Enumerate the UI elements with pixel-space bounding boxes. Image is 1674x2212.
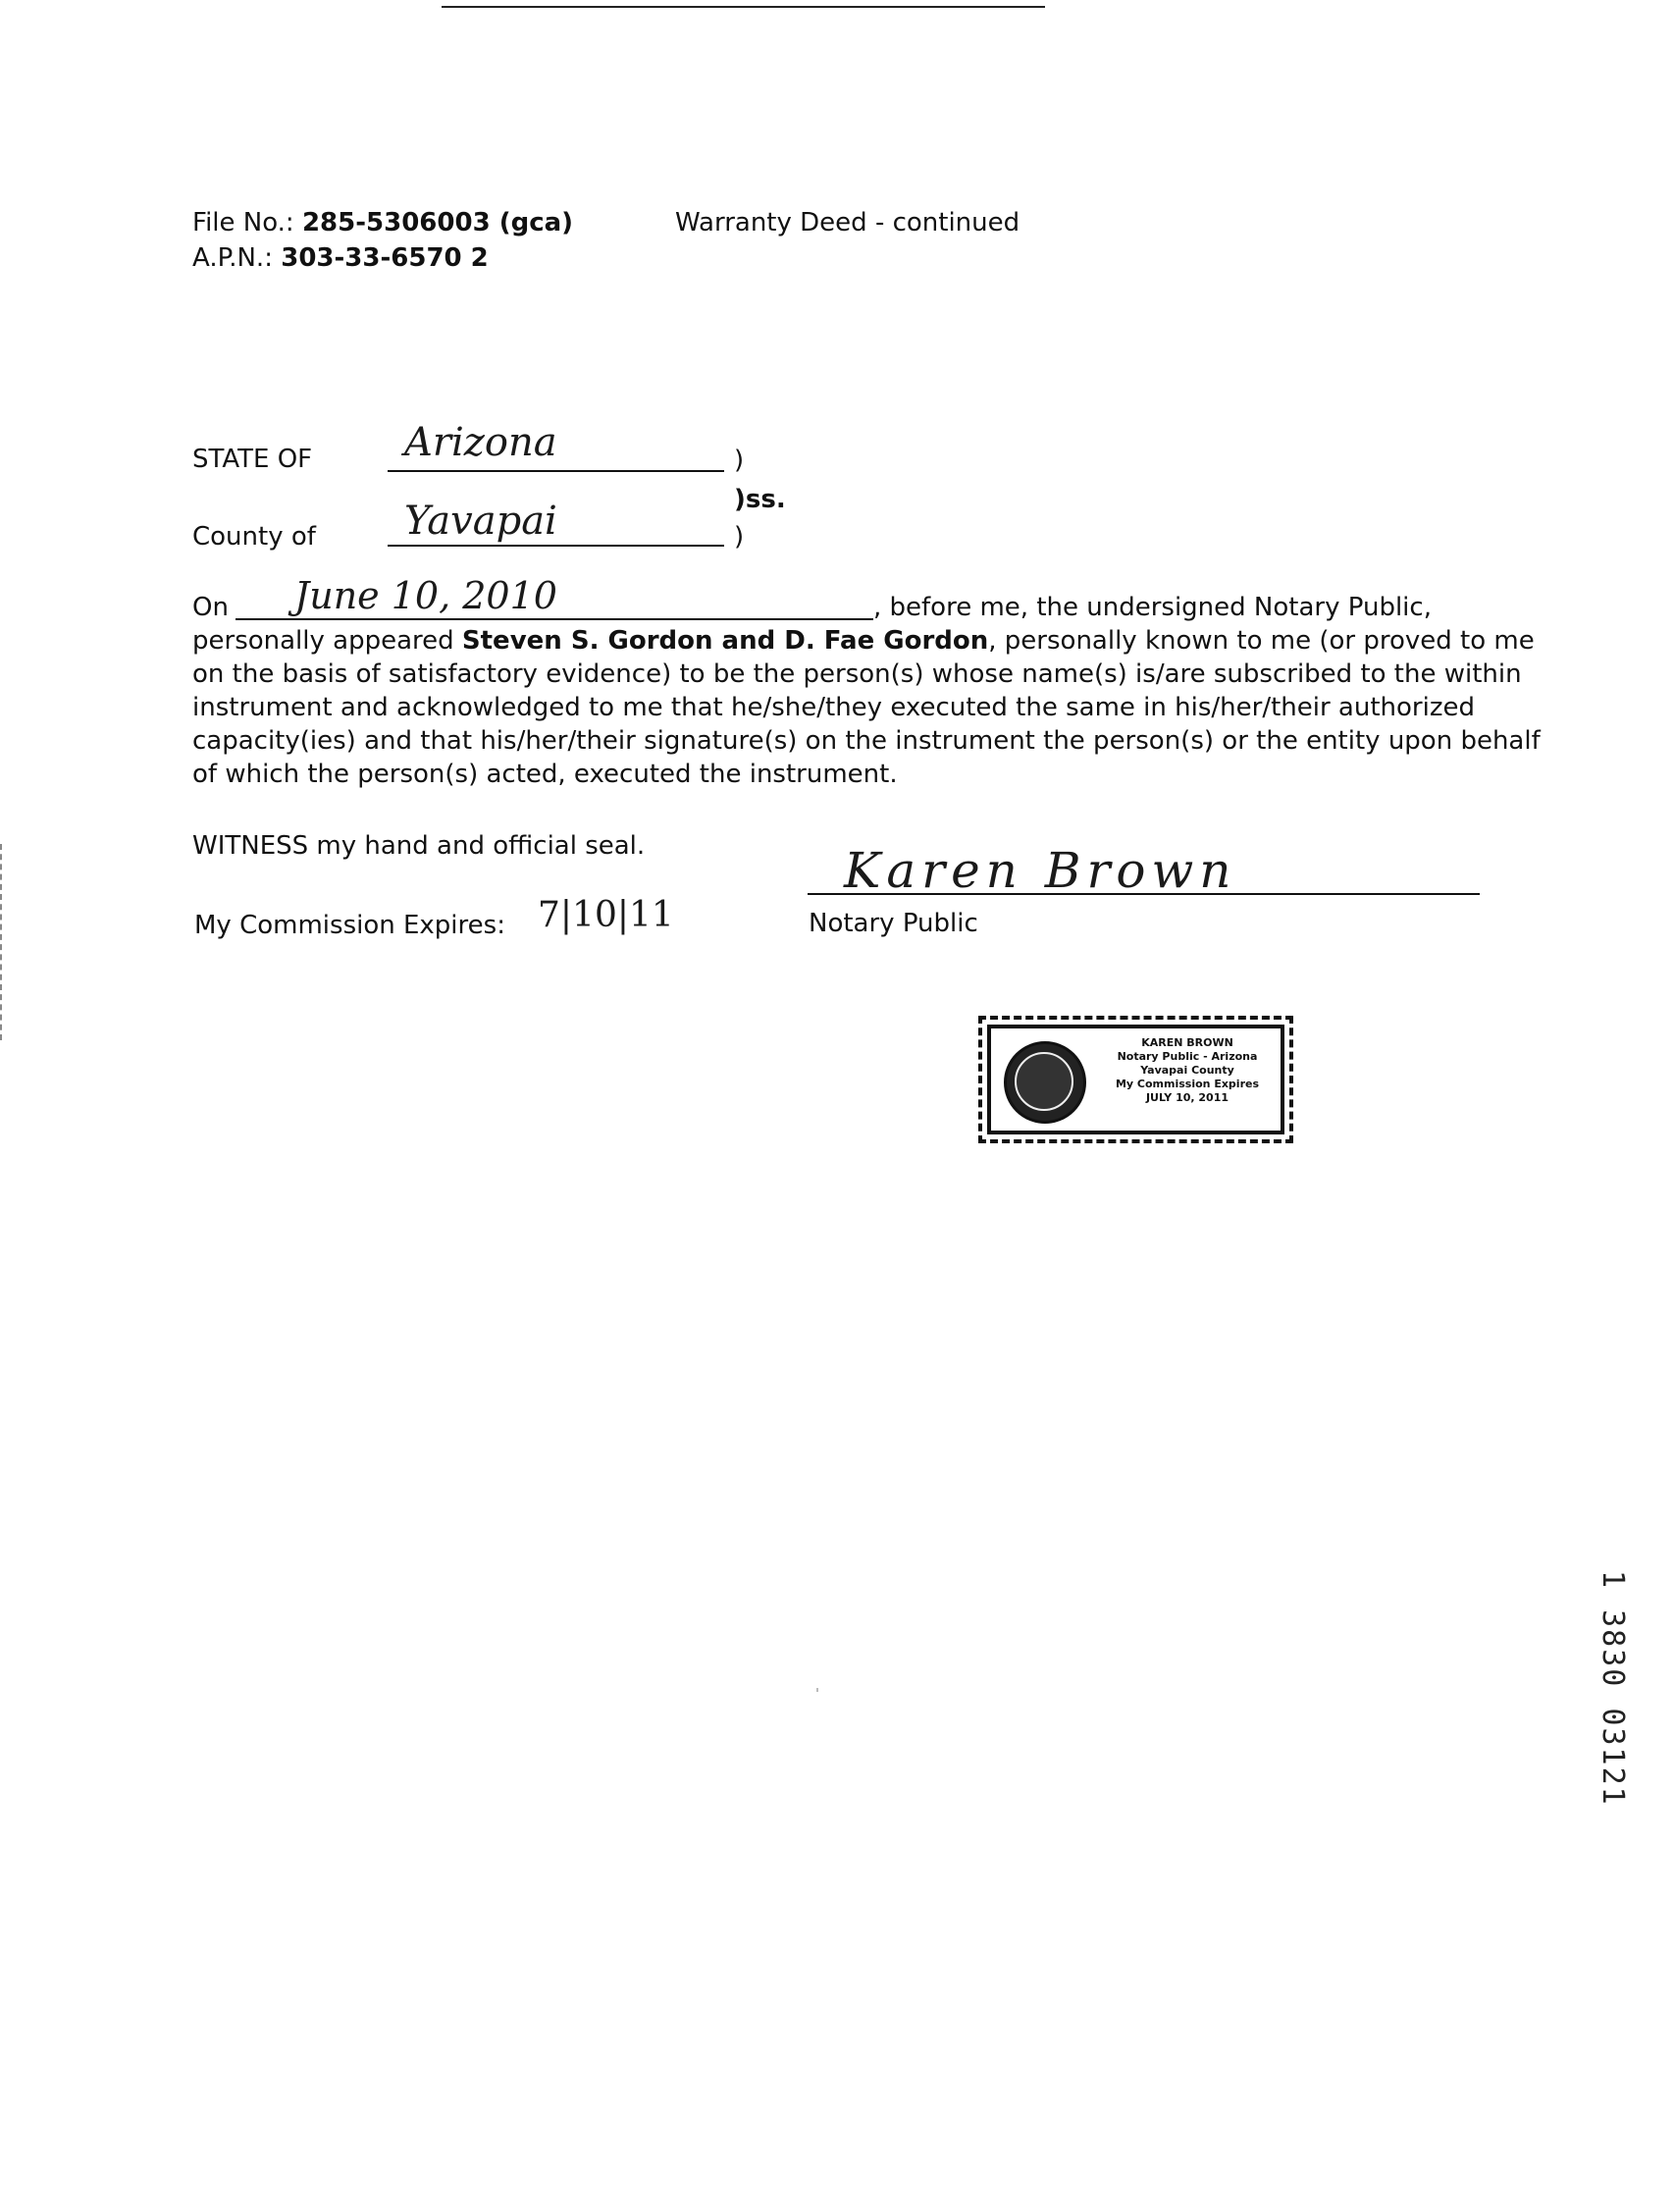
commission-label: My Commission Expires: [194, 911, 505, 940]
grantor-names: Steven S. Gordon and D. Fae Gordon [461, 626, 989, 656]
acknowledgment-line2: personally appeared Steven S. Gordon and D. Fae Gordon, personally known to me (or proved to me [192, 626, 1535, 656]
apn-number: A.P.N.: 303-33-6570 2 [192, 243, 489, 273]
recording-number-text: 1 3830 03121 [1596, 1570, 1630, 1807]
scan-speck [816, 1688, 818, 1692]
acknowledgment-line1: , before me, the undersigned Notary Public, [873, 593, 1432, 622]
document-title: Warranty Deed - continued [675, 208, 1020, 237]
notary-label: Notary Public [809, 909, 978, 938]
state-seal-icon [1004, 1041, 1086, 1124]
file-number: File No.: 285-5306003 (gca) [192, 208, 574, 237]
county-value: Yavapai [404, 499, 557, 544]
recording-number [1592, 1570, 1631, 1835]
top-rule [442, 6, 1045, 8]
ss-label: )ss. [734, 485, 786, 514]
seal-text: KAREN BROWN Notary Public - Arizona Yavapai County My Commission Expires JULY 10, 2011 [1115, 1036, 1260, 1104]
state-paren: ) [734, 446, 745, 475]
signature-line [808, 893, 1480, 895]
date-underline [235, 618, 873, 620]
acknowledgment-line4: instrument and acknowledged to me that he/she/they executed the same in his/her/their authorized [192, 693, 1475, 722]
acknowledgment-line5: capacity(ies) and that his/her/their signature(s) on the instrument the person(s) or the entity upon behalf [192, 726, 1541, 756]
acknowledgment-date: June 10, 2010 [294, 574, 557, 617]
notary-signature: Karen Brown [844, 842, 1237, 899]
scan-edge-mark [0, 844, 2, 1040]
state-value: Arizona [404, 420, 557, 465]
commission-date: 7|10|11 [538, 895, 674, 935]
state-underline [388, 470, 724, 472]
county-underline [388, 545, 724, 547]
on-label: On [192, 593, 229, 622]
acknowledgment-line3: on the basis of satisfactory evidence) to be the person(s) whose name(s) is/are subscribed to the within [192, 659, 1522, 689]
acknowledgment-line6: of which the person(s) acted, executed the instrument. [192, 760, 898, 789]
county-paren: ) [734, 522, 745, 552]
notary-seal [978, 1016, 1293, 1143]
state-label: STATE OF [192, 445, 313, 474]
witness-text: WITNESS my hand and official seal. [192, 831, 646, 861]
county-label: County of [192, 522, 316, 552]
